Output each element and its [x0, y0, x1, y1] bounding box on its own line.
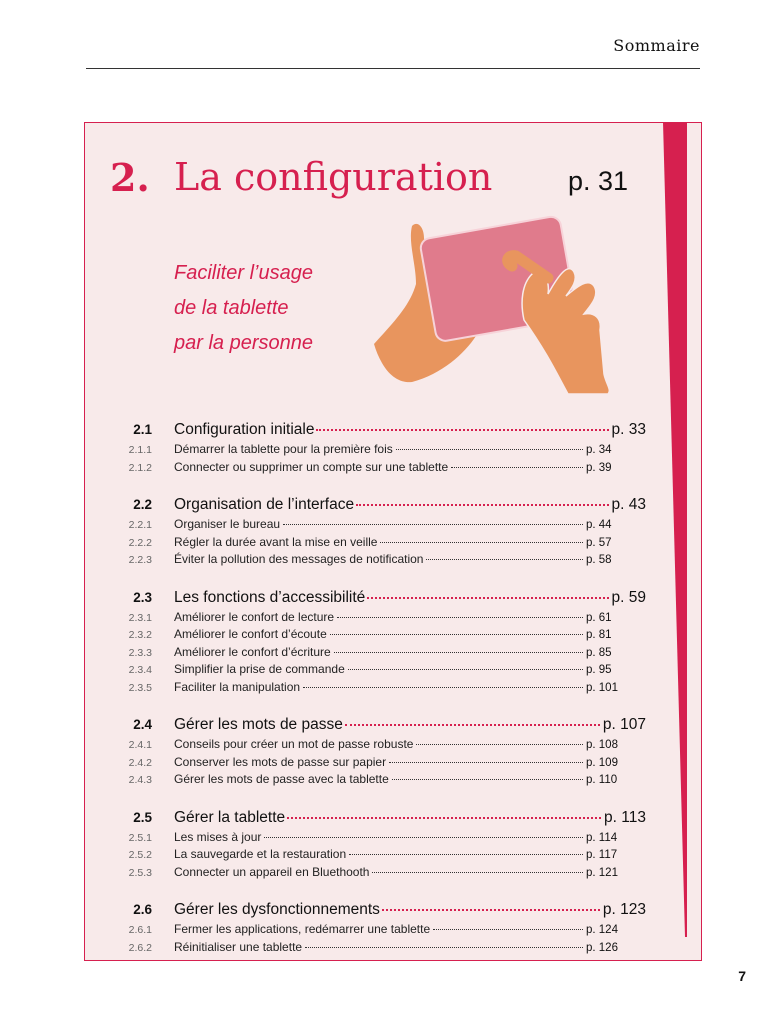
toc-section-row[interactable]	[100, 901, 646, 922]
leader-dots	[372, 872, 583, 873]
right-hand-icon	[522, 269, 609, 394]
subsection-title: Gérer les mots de passe avec la tablette	[174, 772, 389, 786]
leader-dots	[396, 449, 583, 450]
subsection-page: p. 57	[586, 536, 612, 549]
section-title: Gérer la tablette	[174, 808, 286, 826]
leader-dots	[356, 504, 608, 506]
section-number: 2.2	[133, 497, 152, 512]
toc-subsection-row[interactable]	[100, 772, 646, 790]
toc-subsection-row[interactable]	[100, 865, 646, 883]
leader-dots	[348, 669, 583, 670]
toc-subsection-row[interactable]	[100, 755, 646, 773]
toc-subsection-row[interactable]	[100, 535, 646, 553]
subsection-title: Réinitialiser une tablette	[174, 939, 303, 954]
leader-dots	[264, 837, 583, 838]
subsection-number: 2.6.2	[128, 941, 152, 954]
subsection-title: La sauvegarde et la restauration	[174, 847, 347, 861]
subsection-page: p. 110	[586, 774, 618, 786]
subsection-page: p. 121	[586, 866, 618, 879]
section-number: 2.4	[133, 717, 152, 732]
toc-section	[100, 421, 646, 477]
leader-dots	[426, 559, 583, 560]
subsection-title: Fermer les applications, redémarrer une tablette	[174, 922, 431, 936]
subsection-number: 2.1.1	[128, 444, 152, 456]
toc-subsection-row[interactable]	[100, 830, 646, 848]
subsection-number: 2.2.1	[128, 519, 152, 531]
toc-section	[100, 809, 646, 883]
subsection-page: p. 81	[586, 629, 612, 641]
leader-dots	[380, 542, 583, 543]
subsection-number: 2.2.3	[128, 554, 152, 566]
section-title: Gérer les dysfonctionnements	[174, 901, 380, 918]
tagline-line: Faciliter l’usage	[174, 262, 313, 284]
section-number: 2.3	[133, 589, 152, 605]
toc-subsection-row[interactable]	[100, 645, 646, 663]
subsection-title: Organiser le bureau	[174, 517, 281, 531]
toc-subsection-row[interactable]	[100, 610, 646, 628]
subsection-page: p. 95	[586, 664, 612, 676]
section-page: p. 123	[602, 901, 646, 918]
toc-subsection-row[interactable]	[100, 662, 646, 680]
subsection-title: Améliorer le confort de lecture	[174, 609, 335, 624]
leader-dots	[433, 929, 583, 930]
subsection-page: p. 117	[586, 849, 618, 861]
subsection-title: Démarrer la tablette pour la première fois	[174, 442, 393, 456]
subsection-title: Connecter un appareil en Bluethooth	[174, 864, 370, 879]
leader-dots	[287, 817, 601, 819]
leader-dots	[345, 724, 600, 726]
leader-dots	[305, 947, 583, 948]
subsection-page: p. 61	[586, 611, 612, 624]
toc-section	[100, 716, 646, 790]
toc-subsection-row[interactable]	[100, 680, 646, 698]
subsection-number: 2.3.2	[128, 629, 152, 641]
section-page: p. 33	[611, 421, 646, 438]
leader-dots	[334, 652, 583, 653]
chapter-number: 2.	[110, 155, 150, 200]
subsection-number: 2.4.1	[128, 739, 152, 751]
subsection-title: Faciliter la manipulation	[174, 679, 301, 694]
section-title: Organisation de l’interface	[174, 496, 355, 513]
hands-tablet-illustration	[372, 214, 632, 394]
subsection-number: 2.3.3	[128, 646, 152, 659]
subsection-page: p. 108	[586, 739, 618, 751]
tagline-line: par la personne	[174, 332, 313, 354]
table-of-contents	[100, 421, 646, 976]
subsection-title: Régler la durée avant la mise en veille	[174, 534, 378, 549]
toc-subsection-row[interactable]	[100, 940, 646, 958]
subsection-title: Améliorer le confort d’écoute	[174, 627, 327, 641]
section-title: Les fonctions d’accessibilité	[174, 588, 366, 606]
leader-dots	[330, 634, 583, 635]
leader-dots	[337, 617, 583, 618]
toc-section	[100, 901, 646, 957]
subsection-number: 2.5.1	[128, 831, 152, 844]
leader-dots	[349, 854, 583, 855]
leader-dots	[392, 779, 583, 780]
subsection-number: 2.6.1	[128, 924, 152, 936]
leader-dots	[389, 762, 583, 763]
leader-dots	[382, 909, 600, 911]
toc-subsection-row[interactable]	[100, 737, 646, 755]
chapter-tagline	[174, 256, 313, 361]
subsection-page: p. 58	[586, 554, 612, 566]
subsection-number: 2.1.2	[128, 461, 152, 474]
toc-subsection-row[interactable]	[100, 552, 646, 570]
subsection-number: 2.5.2	[128, 849, 152, 861]
chapter-page: p. 31	[568, 166, 629, 196]
subsection-number: 2.4.2	[128, 756, 152, 769]
toc-subsection-row[interactable]	[100, 922, 646, 940]
toc-subsection-row[interactable]	[100, 460, 646, 478]
section-title: Configuration initiale	[174, 421, 315, 438]
leader-dots	[367, 597, 608, 599]
toc-section-row[interactable]	[100, 421, 646, 442]
section-title: Gérer les mots de passe	[174, 716, 343, 733]
page-number: 7	[738, 968, 746, 984]
section-page: p. 59	[611, 588, 646, 606]
subsection-page: p. 124	[586, 924, 618, 936]
chapter-title: La configuration	[174, 155, 493, 199]
toc-subsection-row[interactable]	[100, 517, 646, 535]
section-page: p. 43	[611, 496, 646, 513]
leader-dots	[416, 744, 583, 745]
subsection-page: p. 34	[586, 444, 612, 456]
accent-stripe	[663, 122, 691, 937]
leader-dots	[303, 687, 583, 688]
subsection-title: Éviter la pollution des messages de notification	[174, 552, 424, 566]
subsection-number: 2.3.1	[128, 611, 152, 624]
subsection-number: 2.2.2	[128, 536, 152, 549]
subsection-title: Conserver les mots de passe sur papier	[174, 754, 387, 769]
toc-section-row[interactable]	[100, 496, 646, 517]
toc-section-row[interactable]	[100, 589, 646, 610]
section-number: 2.6	[133, 902, 152, 917]
subsection-title: Les mises à jour	[174, 829, 262, 844]
subsection-number: 2.5.3	[128, 866, 152, 879]
toc-section-row[interactable]	[100, 809, 646, 830]
subsection-page: p. 85	[586, 646, 612, 659]
subsection-title: Connecter ou supprimer un compte sur une tablette	[174, 459, 449, 474]
subsection-page: p. 44	[586, 519, 612, 531]
section-page: p. 113	[604, 808, 646, 826]
leader-dots	[316, 429, 608, 431]
subsection-page: p. 114	[586, 831, 618, 844]
toc-subsection-row[interactable]	[100, 847, 646, 865]
toc-section-row[interactable]	[100, 716, 646, 737]
header-rule	[86, 68, 700, 69]
subsection-title: Conseils pour créer un mot de passe robuste	[174, 737, 414, 751]
toc-subsection-row[interactable]	[100, 442, 646, 460]
subsection-number: 2.3.4	[128, 664, 152, 676]
subsection-page: p. 101	[586, 681, 618, 694]
toc-subsection-row[interactable]	[100, 627, 646, 645]
running-head-title: Sommaire	[613, 36, 700, 55]
toc-section	[100, 496, 646, 570]
section-number: 2.1	[133, 422, 152, 437]
leader-dots	[451, 467, 583, 468]
subsection-number: 2.4.3	[128, 774, 152, 786]
section-number: 2.5	[133, 809, 152, 825]
section-page: p. 107	[602, 716, 646, 733]
subsection-title: Améliorer le confort d’écriture	[174, 644, 331, 659]
subsection-page: p. 109	[586, 756, 618, 769]
subsection-number: 2.3.5	[128, 681, 152, 694]
tagline-line: de la tablette	[174, 297, 289, 319]
toc-section	[100, 589, 646, 698]
leader-dots	[283, 524, 583, 525]
subsection-title: Simplifier la prise de commande	[174, 662, 345, 676]
subsection-page: p. 126	[586, 941, 618, 954]
subsection-page: p. 39	[586, 461, 612, 474]
